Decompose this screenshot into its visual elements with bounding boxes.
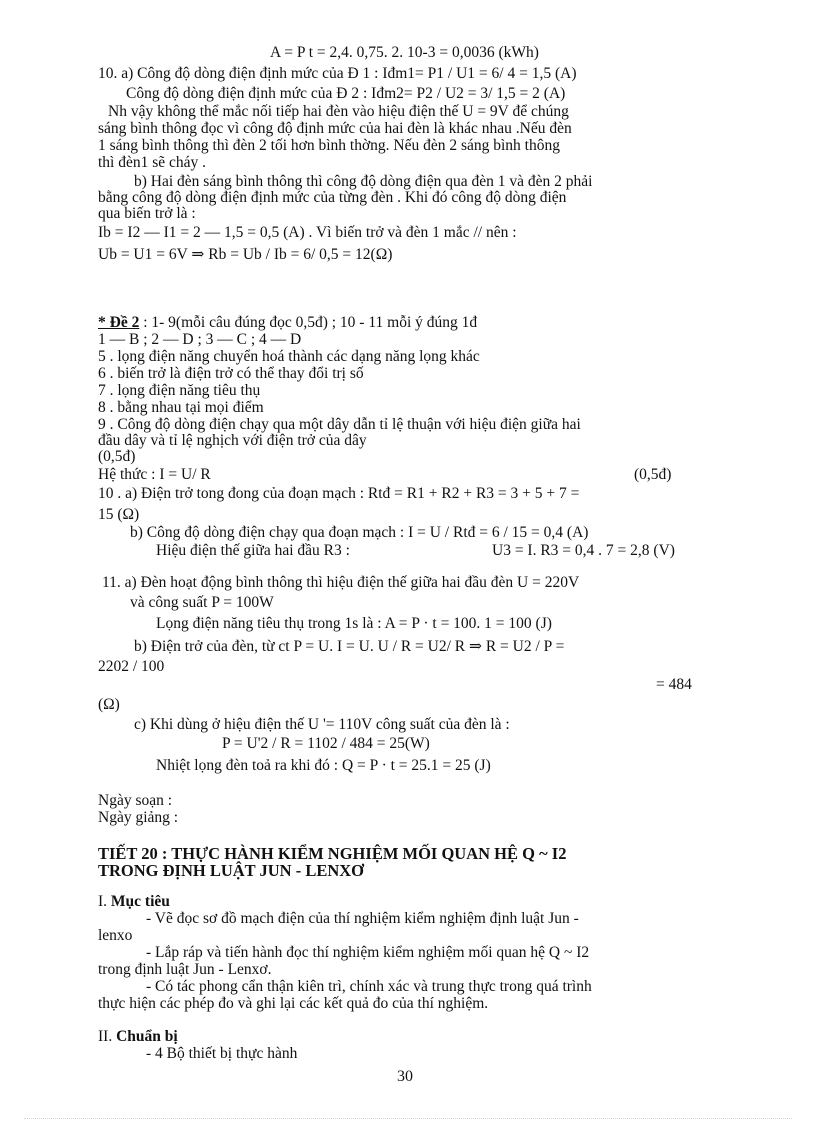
exam-title: * Đề 2 (98, 314, 140, 331)
text-line: U3 = I. R3 = 0,4 . 7 = 2,8 (V) (492, 542, 675, 559)
text-line: Hiệu điện thế giữa hai đầu R3 : (156, 542, 350, 559)
text-line: 11. a) Đèn hoạt động bình thông thì hiệu điện thế giữa hai đầu đèn U = 220V (102, 574, 580, 591)
text-line: 7 . lọng điện năng tiêu thụ (98, 382, 261, 399)
text-line: bằng công độ dòng điện định mức của từng đèn . Khi đó công độ dòng điện (98, 189, 567, 206)
text-line: P = U'2 / R = 1102 / 484 = 25(W) (222, 735, 430, 752)
section-heading (98, 1028, 178, 1045)
text-line: (0,5đ) (98, 448, 136, 465)
text-line: 9 . Công độ dòng điện chạy qua một dây dẫn tỉ lệ thuận với hiệu điện giữa hai (98, 416, 581, 433)
text-line: - Lắp ráp và tiến hành đọc thí nghiệm kiểm nghiệm mối quan hệ Q ~ I2 (146, 944, 590, 961)
text-line: 10. a) Công độ dòng điện định mức của Đ 1 : Iđm1= P1 / U1 = 6/ 4 = 1,5 (A) (98, 65, 577, 82)
section-heading (98, 893, 170, 910)
text-line: thì đèn1 sẽ cháy . (98, 154, 207, 171)
section-title: Mục tiêu (110, 893, 170, 910)
text-line: A = P t = 2,4. 0,75. 2. 10-3 = 0,0036 (kWh) (270, 44, 539, 61)
text-line: Ub = U1 = 6V ⇒ Rb = Ub / Ib = 6/ 0,5 = 12(Ω) (98, 246, 393, 263)
text-line: b) Công độ dòng điện chạy qua đoạn mạch : I = U / Rtđ = 6 / 15 = 0,4 (A) (130, 524, 589, 541)
text-line: và công suất P = 100W (130, 594, 274, 611)
text-line: Nh vậy không thể mắc nối tiếp hai đèn vào hiệu điện thế U = 9V để chúng (108, 103, 569, 120)
text-line: Hệ thức : I = U/ R (98, 466, 211, 483)
text-line: 6 . biến trở là điện trở có thể thay đổi trị số (98, 365, 364, 382)
text-line: b) Điện trở của đèn, từ ct P = U. I = U. U / R = U2/ R ⇒ R = U2 / P = (134, 638, 565, 655)
text-line: sáng bình thông đọc vì công độ định mức của hai đèn là khác nhau .Nếu đèn (98, 120, 572, 137)
text-line: - 4 Bộ thiết bị thực hành (146, 1045, 298, 1062)
text-line: lenxo (98, 927, 133, 944)
lesson-title: TRONG ĐỊNH LUẬT JUN - LENXƠ (98, 861, 365, 880)
text-line: = 484 (656, 676, 692, 693)
text-line: - Có tác phong cẩn thận kiên trì, chính xác và trung thực trong quá trình (146, 978, 592, 995)
text-line: Ngày soạn : (98, 792, 173, 809)
exam-scoring: : 1- 9(mỗi câu đúng đọc 0,5đ) ; 10 - 11 mỗi ý đúng 1đ (139, 314, 478, 331)
text-line: 15 (Ω) (98, 506, 140, 523)
text-line: đầu dây và tỉ lệ nghịch với điện trở của dây (98, 432, 367, 449)
text-line: - Vẽ đọc sơ đồ mạch điện của thí nghiệm kiểm nghiệm định luật Jun - (146, 910, 579, 927)
text-line: qua biến trở là : (98, 205, 196, 222)
exam-section-label (98, 314, 477, 331)
text-line: (Ω) (98, 696, 120, 713)
text-line: Ib = I2 — I1 = 2 — 1,5 = 0,5 (A) . Vì biến trở và đèn 1 mắc // nên : (98, 224, 517, 241)
score-note: (0,5đ) (634, 466, 672, 483)
text-line: 8 . bằng nhau tại mọi điểm (98, 399, 264, 416)
text-line: thực hiện các phép đo và ghi lại các kết quả đo của thí nghiệm. (98, 995, 489, 1012)
page-number: 30 (397, 1068, 413, 1085)
text-line: Công độ dòng điện định mức của Đ 2 : Iđm2= P2 / U2 = 3/ 1,5 = 2 (A) (126, 85, 566, 102)
section-title: Chuẩn bị (116, 1028, 178, 1045)
lesson-title: TIẾT 20 : THỰC HÀNH KIỂM NGHIỆM MỐI QUAN HỆ Q ~ I2 (98, 844, 567, 863)
section-number: I. (98, 893, 111, 910)
text-line: Lọng điện năng tiêu thụ trong 1s là : A = P · t = 100. 1 = 100 (J) (156, 615, 552, 632)
text-line: Ngày giảng : (98, 809, 179, 826)
text-line: c) Khi dùng ở hiệu điện thế U '= 110V công suất của đèn là : (134, 716, 510, 733)
text-line: b) Hai đèn sáng bình thông thì công độ dòng điện qua đèn 1 và đèn 2 phải (134, 173, 593, 190)
text-line: Nhiệt lọng đèn toả ra khi đó : Q = P · t = 25.1 = 25 (J) (156, 757, 491, 774)
text-line: 1 — B ; 2 — D ; 3 — C ; 4 — D (98, 331, 302, 348)
text-line: 2202 / 100 (98, 658, 165, 675)
text-line: 5 . lọng điện năng chuyển hoá thành các dạng năng lọng khác (98, 348, 480, 365)
page-bottom-rule (24, 1118, 792, 1119)
text-line: 10 . a) Điện trở tong đong của đoạn mạch : Rtđ = R1 + R2 + R3 = 3 + 5 + 7 = (98, 485, 580, 502)
text-line: 1 sáng bình thông thì đèn 2 tối hơn bình thờng. Nếu đèn 2 sáng bình thông (98, 137, 560, 154)
text-line: trong định luật Jun - Lenxơ. (98, 961, 272, 978)
section-number: II. (98, 1028, 117, 1045)
